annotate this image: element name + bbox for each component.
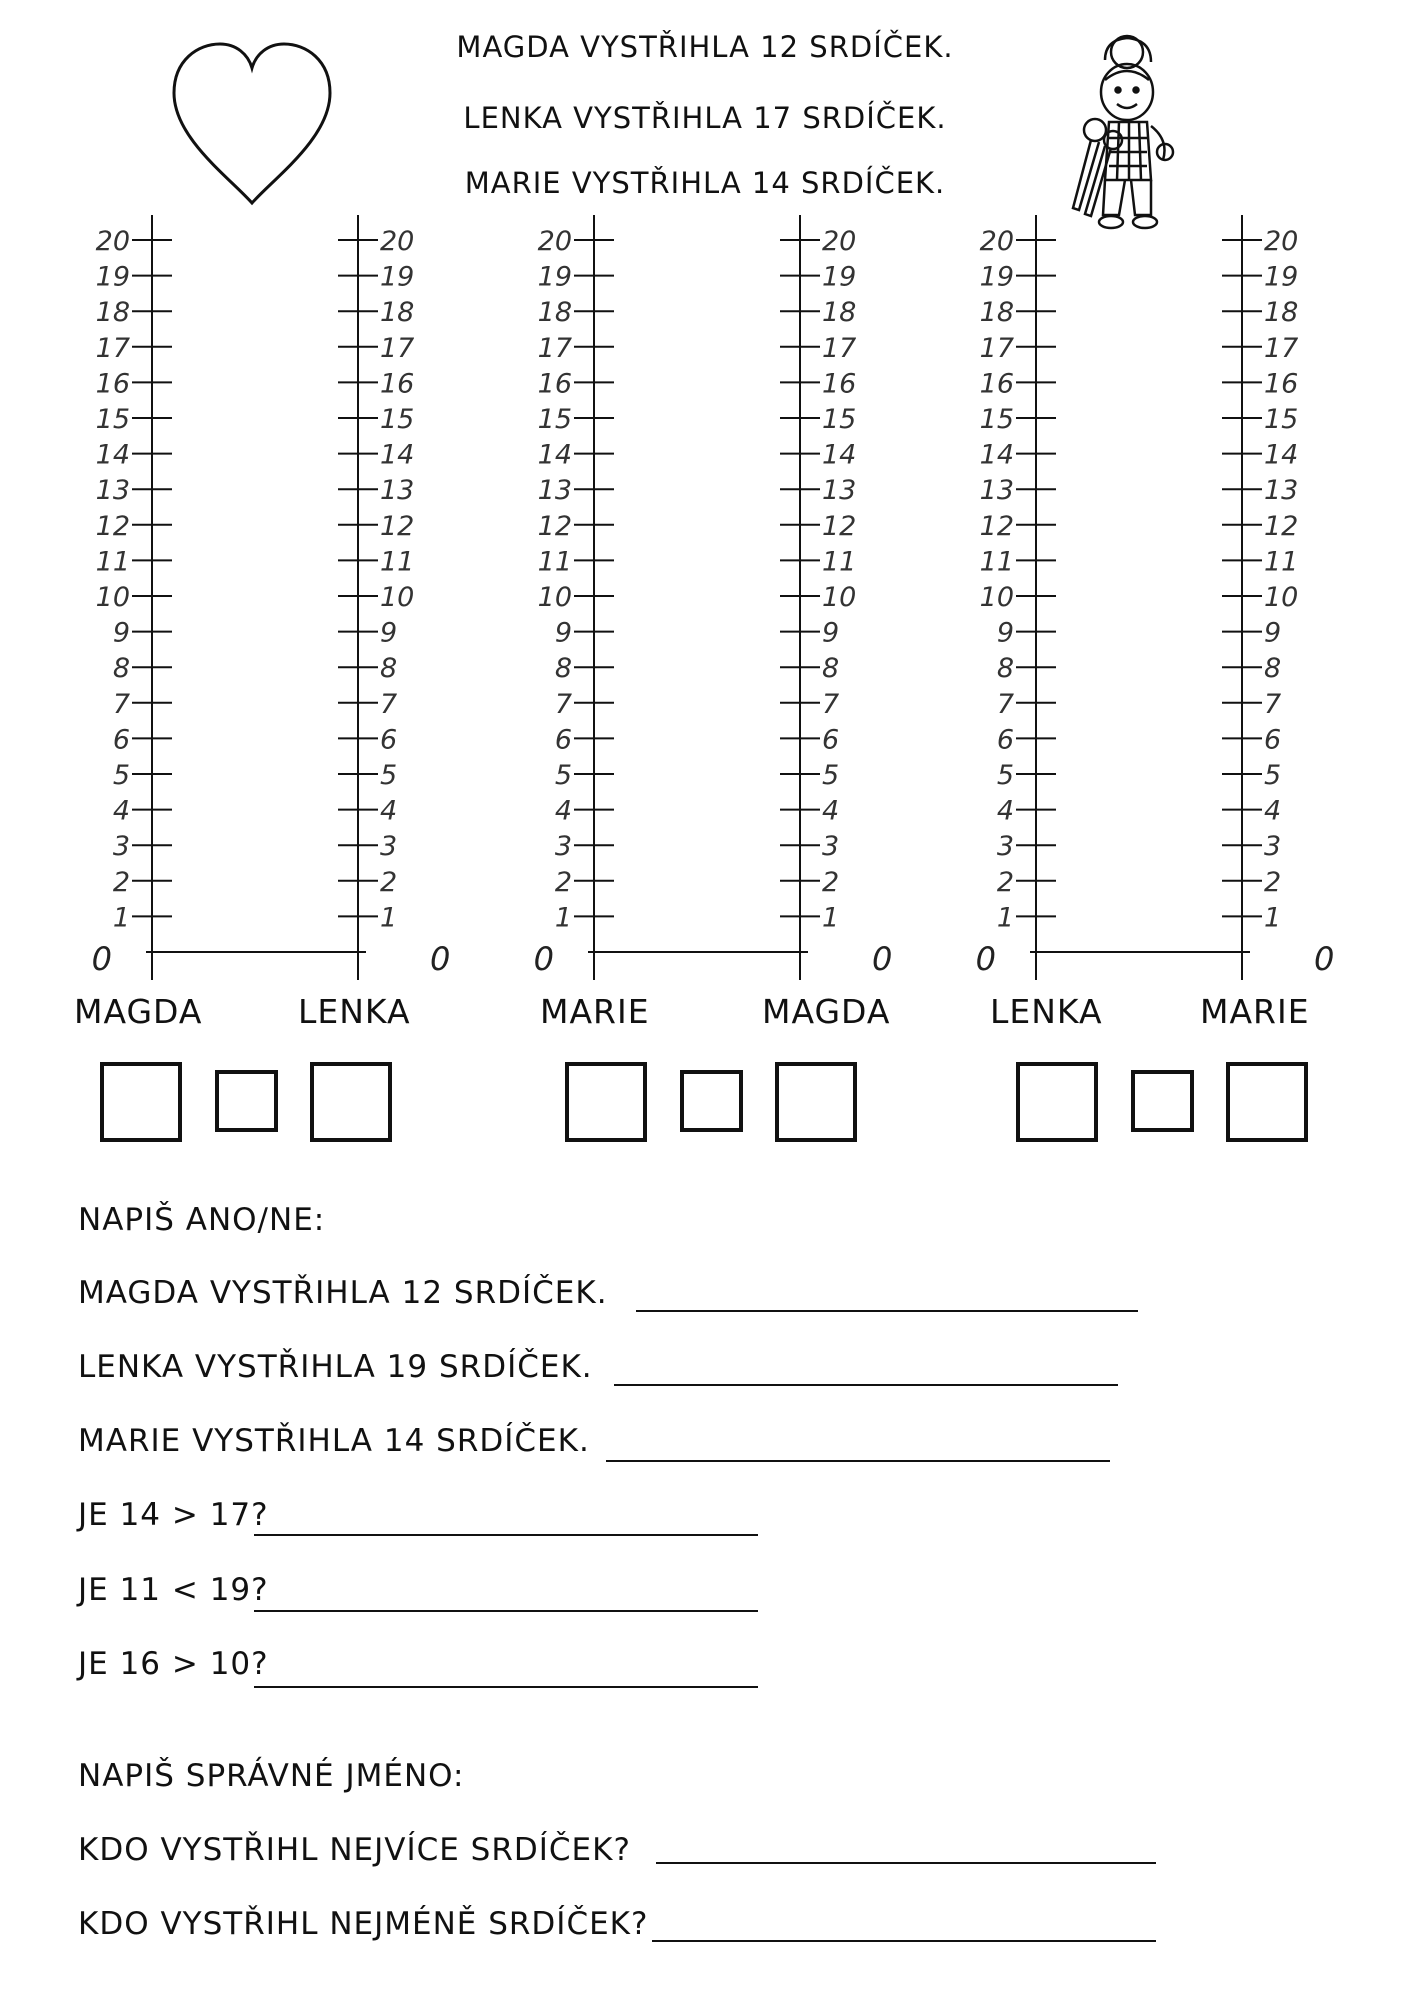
- scale-1-left-tick-label: 19: [95, 261, 130, 293]
- scale-3-left-tick-label: 17: [979, 332, 1014, 364]
- scale-1-left-tick-label: 7: [112, 688, 130, 720]
- scale-3-left-tick-label: 15: [979, 404, 1014, 435]
- scale-3-left-tick-label: 10: [979, 582, 1014, 613]
- scale-1-right-tick-label: 16: [380, 368, 415, 400]
- scale-3-zero-right: 0: [1314, 940, 1335, 978]
- scale-1-right-tick-label: 13: [380, 475, 415, 507]
- scale-1-right-tick-label: 1: [380, 902, 398, 934]
- scale-3-right-tick-label: 16: [1264, 368, 1299, 400]
- scale-1-left-tick-label: 14: [95, 439, 130, 471]
- scale-3-left-tick-label: 13: [979, 475, 1014, 507]
- scale-3-left-tick-label: 4: [996, 795, 1014, 827]
- scale-2-right-tick-label: 2: [822, 866, 840, 898]
- answer-line-2[interactable]: [614, 1384, 1118, 1386]
- scale-3-right-tick-label: 11: [1264, 546, 1299, 578]
- scale-2-left-tick-label: 9: [554, 617, 572, 649]
- scale-1-left-tick-label: 12: [95, 510, 130, 542]
- scale-1-right-tick-label: 7: [380, 688, 398, 720]
- scale-2-right-tick-label: 14: [822, 439, 857, 471]
- scale-3-right-tick-label: 3: [1264, 831, 1282, 863]
- scale-1-right-tick-label: 17: [380, 332, 415, 364]
- comparison-box-left-2[interactable]: [565, 1062, 647, 1142]
- scale-label-lenka-2: LENKA: [990, 992, 1103, 1031]
- scale-3-left-tick-label: 11: [979, 546, 1014, 578]
- scale-2-left-tick-label: 10: [537, 582, 572, 613]
- scale-2-left-tick-label: 2: [554, 866, 572, 898]
- scale-3-left-tick-label: 5: [996, 760, 1014, 791]
- scale-3-left-tick-label: 14: [979, 439, 1014, 471]
- scale-2-left-tick-label: 14: [537, 439, 572, 471]
- answer-line-5[interactable]: [254, 1610, 758, 1612]
- answer-line-1[interactable]: [636, 1310, 1138, 1312]
- scale-1-left-tick-label: 20: [95, 226, 130, 257]
- scale-1-right-tick-label: 2: [380, 866, 398, 898]
- scale-3-right-tick-label: 2: [1264, 866, 1282, 898]
- name-answer-line-1[interactable]: [656, 1862, 1156, 1864]
- scale-2-right-tick-label: 11: [822, 546, 857, 578]
- name-question-2: KDO VYSTŘIHL NEJMÉNĚ SRDÍČEK?: [78, 1906, 649, 1942]
- scale-1-right-tick-label: 12: [380, 510, 415, 542]
- scale-2-right-tick-label: 20: [822, 226, 857, 257]
- scale-1-left-tick-label: 9: [112, 617, 130, 649]
- scale-1-left-tick-label: 8: [112, 653, 130, 685]
- scale-label-lenka-1: LENKA: [298, 992, 411, 1031]
- scale-2-zero-left: 0: [533, 940, 554, 978]
- scale-2-left-tick-label: 12: [537, 510, 572, 542]
- scale-2-right-tick-label: 4: [822, 795, 840, 827]
- answer-line-3[interactable]: [606, 1460, 1110, 1462]
- scale-3-right-tick-label: 20: [1264, 226, 1299, 257]
- scale-2-right-tick-label: 12: [822, 510, 857, 542]
- statement-2: LENKA VYSTŘIHLA 17 SRDÍČEK.: [463, 101, 947, 135]
- scale-3-left-tick-label: 7: [996, 688, 1014, 720]
- name-heading: NAPIŠ SPRÁVNÉ JMÉNO:: [78, 1758, 465, 1794]
- scale-2-right-tick-label: 15: [822, 404, 857, 435]
- yes-no-question-2: LENKA VYSTŘIHLA 19 SRDÍČEK.: [78, 1349, 593, 1385]
- scale-3-right-tick-label: 14: [1264, 439, 1299, 471]
- scale-1-left-tick-label: 18: [95, 297, 130, 329]
- comparison-sign-box-1[interactable]: [215, 1070, 278, 1132]
- scale-3-right-tick-label: 18: [1264, 297, 1299, 329]
- name-answer-line-2[interactable]: [652, 1940, 1156, 1942]
- scale-2-left-tick-label: 19: [537, 261, 572, 293]
- scale-3-left-tick-label: 3: [996, 831, 1014, 863]
- scale-1-left-tick-label: 17: [95, 332, 130, 364]
- scale-1-right-tick-label: 11: [380, 546, 415, 578]
- scale-1-zero-right: 0: [430, 940, 451, 978]
- scale-2-left-tick-label: 16: [537, 368, 572, 400]
- scale-3-right-tick-label: 4: [1264, 795, 1282, 827]
- statement-3: MARIE VYSTŘIHLA 14 SRDÍČEK.: [464, 166, 946, 200]
- scale-3-left-tick-label: 20: [979, 226, 1014, 257]
- scale-1-right-tick-label: 18: [380, 297, 415, 329]
- yes-no-question-1: MAGDA VYSTŘIHLA 12 SRDÍČEK.: [78, 1275, 608, 1311]
- scale-2-right-tick-label: 16: [822, 368, 857, 400]
- scale-1-left-tick-label: 6: [112, 724, 130, 756]
- number-line-scales: [0, 0, 1414, 980]
- comparison-box-right-1[interactable]: [310, 1062, 392, 1142]
- scale-3-right-tick-label: 19: [1264, 261, 1299, 293]
- scale-label-marie-2: MARIE: [1200, 992, 1310, 1031]
- comparison-sign-box-3[interactable]: [1131, 1070, 1194, 1132]
- scale-2-left-tick-label: 13: [537, 475, 572, 507]
- comparison-box-right-3[interactable]: [1226, 1062, 1308, 1142]
- name-question-1: KDO VYSTŘIHL NEJVÍCE SRDÍČEK?: [78, 1832, 631, 1868]
- scale-1-right-tick-label: 20: [380, 226, 415, 257]
- scale-2-right-tick-label: 17: [822, 332, 857, 364]
- scale-2-left-tick-label: 1: [554, 902, 572, 934]
- scale-1-left-tick-label: 15: [95, 404, 130, 435]
- scale-3-left-tick-label: 2: [996, 866, 1014, 898]
- scale-2-left-tick-label: 20: [537, 226, 572, 257]
- scale-3-left-tick-label: 19: [979, 261, 1014, 293]
- scale-3-left-tick-label: 12: [979, 510, 1014, 542]
- scale-1-right-tick-label: 3: [380, 831, 398, 863]
- scale-3-left-tick-label: 16: [979, 368, 1014, 400]
- scale-1-left-tick-label: 10: [95, 582, 130, 613]
- answer-line-6[interactable]: [254, 1686, 758, 1688]
- scale-1-right-tick-label: 6: [380, 724, 398, 756]
- scale-2-right-tick-label: 5: [822, 760, 840, 791]
- scale-1-left-tick-label: 3: [112, 831, 130, 863]
- scale-2-left-tick-label: 5: [554, 760, 572, 791]
- scale-3-right-tick-label: 1: [1264, 902, 1282, 934]
- comparison-box-right-2[interactable]: [775, 1062, 857, 1142]
- scale-2-left-tick-label: 7: [554, 688, 572, 720]
- yes-no-question-3: MARIE VYSTŘIHLA 14 SRDÍČEK.: [78, 1423, 590, 1459]
- comparison-box-left-1[interactable]: [100, 1062, 182, 1142]
- scale-2-left-tick-label: 17: [537, 332, 572, 364]
- scale-2-left-tick-label: 6: [554, 724, 572, 756]
- scale-2-right-tick-label: 10: [822, 582, 857, 613]
- scale-2-left-tick-label: 4: [554, 795, 572, 827]
- scale-2-left-tick-label: 18: [537, 297, 572, 329]
- scale-1-right-tick-label: 19: [380, 261, 415, 293]
- scale-2-left-tick-label: 11: [537, 546, 572, 578]
- scale-1-right-tick-label: 4: [380, 795, 398, 827]
- scale-3-right-tick-label: 13: [1264, 475, 1299, 507]
- scale-label-magda-2: MAGDA: [762, 992, 891, 1031]
- scale-3-right-tick-label: 12: [1264, 510, 1299, 542]
- yes-no-question-5: JE 11 < 19?: [78, 1572, 269, 1608]
- scale-3-right-tick-label: 6: [1264, 724, 1282, 756]
- scale-3-left-tick-label: 1: [996, 902, 1014, 934]
- scale-1-left-tick-label: 11: [95, 546, 130, 578]
- scale-1-left-tick-label: 1: [112, 902, 130, 934]
- scale-label-magda-1: MAGDA: [74, 992, 203, 1031]
- scale-3-right-tick-label: 8: [1264, 653, 1282, 685]
- scale-2-zero-right: 0: [872, 940, 893, 978]
- scale-2-left-tick-label: 3: [554, 831, 572, 863]
- scale-2-right-tick-label: 9: [822, 617, 840, 649]
- comparison-sign-box-2[interactable]: [680, 1070, 743, 1132]
- scale-1-right-tick-label: 14: [380, 439, 415, 471]
- scale-3-right-tick-label: 7: [1264, 688, 1282, 720]
- yes-no-heading: NAPIŠ ANO/NE:: [78, 1202, 326, 1238]
- scale-2-right-tick-label: 3: [822, 831, 840, 863]
- scale-3-zero-left: 0: [975, 940, 996, 978]
- scale-3-right-tick-label: 10: [1264, 582, 1299, 613]
- scale-1-left-tick-label: 5: [112, 760, 130, 791]
- scale-1-left-tick-label: 13: [95, 475, 130, 507]
- scale-2-right-tick-label: 18: [822, 297, 857, 329]
- statement-1: MAGDA VYSTŘIHLA 12 SRDÍČEK.: [456, 30, 954, 64]
- scale-3-left-tick-label: 8: [996, 653, 1014, 685]
- scale-1-right-tick-label: 15: [380, 404, 415, 435]
- scale-2-right-tick-label: 1: [822, 902, 840, 934]
- scale-1-right-tick-label: 5: [380, 760, 398, 791]
- scale-3-left-tick-label: 18: [979, 297, 1014, 329]
- scale-3-right-tick-label: 17: [1264, 332, 1299, 364]
- scale-1-right-tick-label: 8: [380, 653, 398, 685]
- scale-2-right-tick-label: 6: [822, 724, 840, 756]
- scale-3-left-tick-label: 9: [996, 617, 1014, 649]
- answer-line-4[interactable]: [254, 1534, 758, 1536]
- scale-2-left-tick-label: 8: [554, 653, 572, 685]
- yes-no-question-6: JE 16 > 10?: [78, 1646, 269, 1682]
- scale-label-marie-1: MARIE: [540, 992, 650, 1031]
- scale-1-left-tick-label: 16: [95, 368, 130, 400]
- scale-3-right-tick-label: 5: [1264, 760, 1282, 791]
- scale-3-right-tick-label: 9: [1264, 617, 1282, 649]
- yes-no-question-4: JE 14 > 17?: [78, 1497, 269, 1533]
- scale-2-right-tick-label: 7: [822, 688, 840, 720]
- scale-1-right-tick-label: 9: [380, 617, 398, 649]
- scale-1-left-tick-label: 2: [112, 866, 130, 898]
- scale-1-right-tick-label: 10: [380, 582, 415, 613]
- comparison-box-left-3[interactable]: [1016, 1062, 1098, 1142]
- scale-3-left-tick-label: 6: [996, 724, 1014, 756]
- scale-2-right-tick-label: 19: [822, 261, 857, 293]
- scale-2-right-tick-label: 8: [822, 653, 840, 685]
- scale-2-right-tick-label: 13: [822, 475, 857, 507]
- scale-1-left-tick-label: 4: [112, 795, 130, 827]
- scale-1-zero-left: 0: [91, 940, 112, 978]
- scale-3-right-tick-label: 15: [1264, 404, 1299, 435]
- scale-2-left-tick-label: 15: [537, 404, 572, 435]
